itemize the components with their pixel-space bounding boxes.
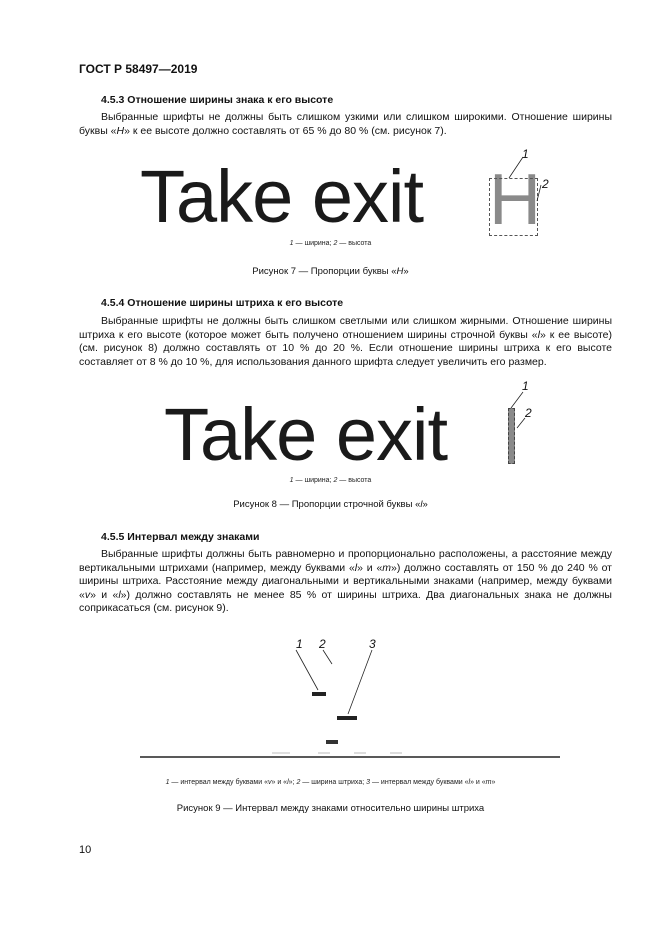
paragraph-4-5-3 [79, 111, 612, 138]
legend-letter: l [468, 779, 471, 786]
paragraph-4-5-5 [79, 548, 612, 616]
legend-text: » и « [470, 779, 486, 786]
text-run: » к ее высоте должно составлять от 65 % до 80 % (см. рисунок 7). [124, 124, 447, 137]
figure-7-callout-2: 2 [542, 177, 549, 191]
figure-7-leader-lines [505, 145, 555, 205]
figure-9-callout-3: 3 [369, 637, 376, 651]
paragraph-4-5-4 [79, 315, 612, 369]
letter-ref: l [537, 328, 540, 341]
legend-num: 3 [366, 779, 371, 786]
figure-8-sample-text: Take exit [164, 393, 448, 476]
letter-ref: H [116, 124, 125, 137]
legend-letter: l [287, 779, 289, 786]
caption-text: » [422, 499, 428, 510]
legend-text: — ширина; [293, 240, 334, 247]
text-run: ») должно составлять от 150 % до 240 % от ширины штриха. Расстояние между диагональными и вертикальными знаками (например, между буквами « [79, 561, 612, 601]
figure-8-callout-1: 1 [522, 379, 529, 393]
text-run: ») должно составлять не менее 85 % от ширины штриха. Два диагональных знака не должны соприкасаться (см. рисунок 9). [79, 588, 612, 614]
text-run: » и « [357, 561, 383, 574]
legend-text: — интервал между буквами « [169, 779, 268, 786]
legend-text: — высота [337, 477, 372, 484]
legend-text: » [491, 779, 496, 786]
legend-text: » и « [271, 779, 288, 786]
legend-letter: m [485, 779, 492, 786]
figure-9-legend [0, 779, 661, 786]
legend-num: 1 [289, 240, 294, 247]
text-run: » к ее высоте) (см. рисунок 8) должно составлять от 10 % до 20 %. Если отношение ширины штриха к его высоте составляет от 8 % до 10 %, для использования данного шрифта следует увеличить его размер. [79, 328, 612, 368]
figure-7-caption [0, 266, 661, 277]
text-run: » и « [90, 588, 119, 601]
legend-num: 2 [333, 240, 338, 247]
legend-text: »; [288, 779, 297, 786]
caption-letter: H [396, 266, 404, 277]
legend-text: — ширина; [293, 477, 334, 484]
legend-num: 1 [165, 779, 170, 786]
caption-text: » [403, 266, 409, 277]
caption-text: Рисунок 7 — Пропорции буквы « [252, 266, 397, 277]
text-run: Выбранные шрифты должны быть равномерно и пропорционально расположены, а расстояние между вертикальными штрихами (например, между буквами « [79, 548, 612, 574]
figure-9-diagram [140, 632, 560, 762]
section-heading-4-5-3: 4.5.3 Отношение ширины знака к его высоте [101, 94, 334, 106]
letter-ref: l [354, 561, 358, 574]
legend-letter: v [267, 779, 272, 786]
figure-9-caption: Рисунок 9 — Интервал между знаками относительно ширины штриха [176, 803, 485, 814]
legend-num: 2 [333, 477, 338, 484]
caption-letter: l [420, 499, 423, 510]
legend-text: — высота [337, 240, 372, 247]
figure-8-callout-2: 2 [525, 406, 532, 420]
figure-7-letter-h: H [489, 160, 540, 240]
figure-7-callout-1: 1 [522, 147, 529, 161]
section-heading-4-5-5: 4.5.5 Интервал между знаками [101, 531, 260, 543]
legend-text: — интервал между буквами « [370, 779, 469, 786]
legend-text: — ширина штриха; [300, 779, 367, 786]
letter-ref: v [84, 588, 91, 601]
text-run: Выбранные шрифты не должны быть слишком светлыми или слишком жирными. Отношение ширины штриха к его высоте (которое может быть получено отношением ширины строчной буквы « [79, 315, 612, 341]
letter-ref: m [382, 561, 392, 574]
letter-ref: l [118, 588, 121, 601]
section-heading-4-5-4: 4.5.4 Отношение ширины штриха к его высоте [101, 297, 344, 309]
standard-number: ГОСТ Р 58497—2019 [79, 62, 198, 76]
legend-num: 2 [296, 779, 301, 786]
figure-7-legend [0, 240, 661, 247]
figure-7-sample-text: Take exit [140, 155, 424, 238]
caption-text: Рисунок 8 — Пропорции строчной буквы « [233, 499, 421, 510]
figure-9-callout-2: 2 [319, 637, 326, 651]
figure-8-legend [0, 477, 661, 484]
text-run: Выбранные шрифты не должны быть слишком узкими или слишком широкими. Отношение ширины буквы « [79, 111, 612, 137]
page-number: 10 [79, 844, 92, 856]
figure-9-callout-1: 1 [296, 637, 303, 651]
figure-8-caption [0, 499, 661, 510]
legend-num: 1 [289, 477, 294, 484]
